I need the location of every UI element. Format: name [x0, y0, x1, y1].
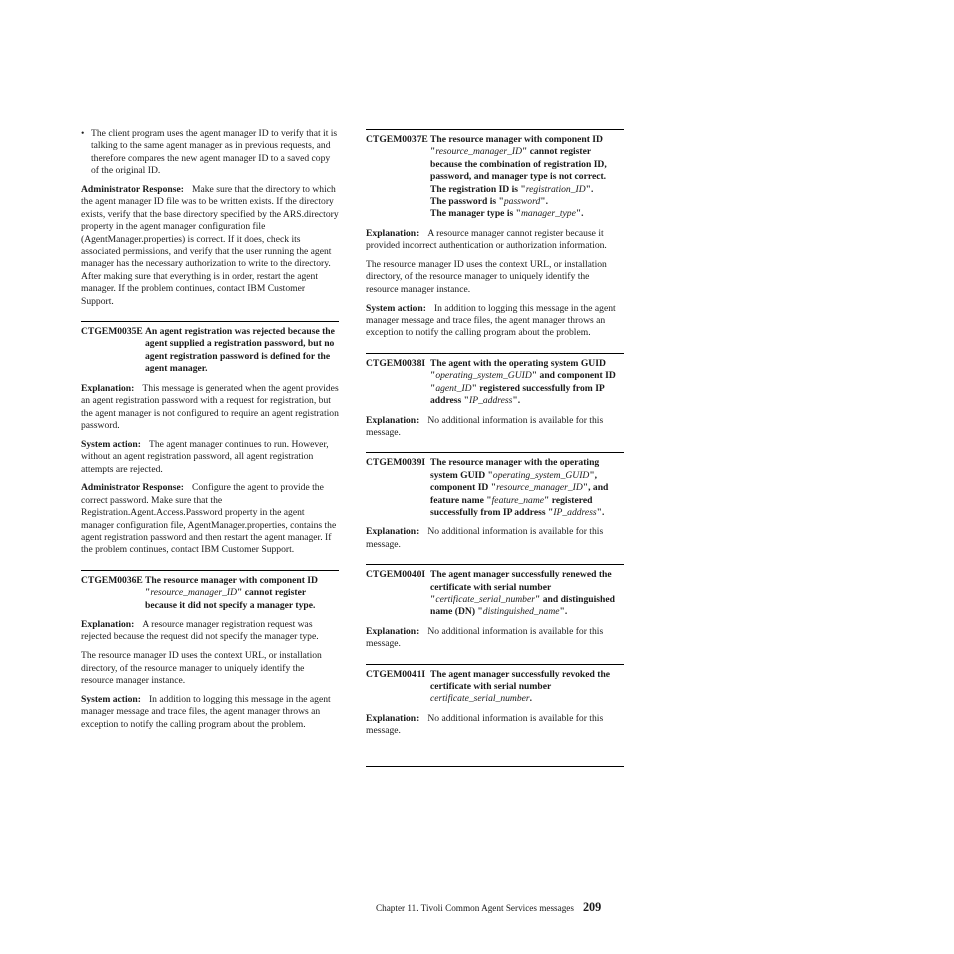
system-action-label: System action: — [81, 438, 141, 450]
bullet-text: The client program uses the agent manager ID to verify that it is talking to the same agent manager as in previous requests, and therefore compares the new agent manager ID to a saved copy of the original ID. — [91, 128, 338, 177]
system-action-text: The agent manager continues to run. However, without an agent registration password, all agent registration attempts are rejected. — [81, 438, 329, 475]
explanation-label: Explanation: — [81, 618, 135, 630]
explanation-paragraph — [81, 619, 339, 644]
system-action-label: System action: — [366, 302, 426, 314]
message-title: The agent manager successfully renewed the certificate with serial number "certificate_serial_number" and distinguished name (DN) "distinguished_name". — [430, 569, 615, 618]
page-footer — [376, 900, 626, 915]
explanation-label: Explanation: — [81, 382, 135, 394]
explanation-text: No additional information is available for this message. — [366, 414, 604, 438]
variable: password — [503, 196, 541, 208]
variable: IP_address — [553, 506, 597, 518]
explanation-text: No additional information is available for this message. — [366, 526, 604, 550]
bullet-item — [81, 128, 339, 178]
variable: certificate_serial_number — [430, 693, 530, 705]
system-action-paragraph — [81, 694, 339, 731]
variable: resource_manager_ID — [496, 482, 583, 494]
message-heading — [81, 326, 339, 376]
message-ctgem0040i — [366, 564, 624, 619]
explanation-paragraph — [366, 415, 624, 440]
system-action-label: System action: — [81, 693, 141, 705]
explanation-text: A resource manager cannot register because it provided incorrect authentication or authorization information. — [366, 227, 607, 252]
admin-response-paragraph — [81, 184, 339, 308]
explanation-text: A resource manager registration request was rejected because the request did not specify the manager type. — [81, 618, 319, 643]
page-number: 209 — [582, 900, 602, 914]
message-heading — [366, 569, 624, 619]
message-heading — [366, 358, 624, 408]
explanation-paragraph — [366, 526, 624, 551]
message-heading — [366, 669, 624, 706]
message-id: CTGEM0037E — [366, 134, 428, 145]
body-paragraph: The resource manager ID uses the context URL, or installation directory, of the resource manager to uniquely identify the resource manager instance. — [81, 650, 322, 686]
variable: operating_system_GUID — [435, 370, 532, 382]
message-id: CTGEM0039I — [366, 457, 426, 469]
variable: resource_manager_ID — [150, 587, 238, 599]
explanation-paragraph — [366, 713, 624, 738]
message-title: The resource manager with component ID "resource_manager_ID" cannot register because it did not specify a manager type. — [145, 574, 318, 611]
body-paragraph: The resource manager ID uses the context URL, or installation directory, of the resource manager to uniquely identify the resource manager instance. — [366, 259, 607, 295]
explanation-label: Explanation: — [366, 227, 420, 239]
variable: operating_system_GUID — [492, 469, 590, 481]
variable: certificate_serial_number — [435, 593, 535, 605]
explanation-label: Explanation: — [366, 625, 420, 637]
message-title: The resource manager with the operating system GUID "operating_system_GUID", component ID "resource_manager_ID", and feature name "feature_name" registered successfully from IP address "IP_address". — [430, 457, 609, 518]
message-ctgem0041i — [366, 664, 624, 706]
message-ctgem0037e — [366, 129, 624, 221]
explanation-label: Explanation: — [366, 526, 420, 538]
message-title: The agent with the operating system GUID "operating_system_GUID" and component ID "agent_ID" registered successfully from IP address "IP_address". — [430, 357, 616, 407]
admin-response-text: Make sure that the directory to which the agent manager ID file was to be written exists. If the directory exists, verify that the base directory specified by the ARS.directory property in the agent manager configuration file (AgentManager.properties) is correct. If it does, check its associated permissions, and verify that the user running the agent manager has the necessary authorization to write to the directory. After making sure that everything is in order, restart the agent manager. If the problem continues, contact IBM Customer Support. — [81, 184, 339, 307]
admin-response-label: Administrator Response: — [81, 184, 184, 196]
explanation-paragraph — [366, 228, 624, 253]
message-ctgem0035e — [81, 321, 339, 376]
explanation-paragraph — [81, 383, 339, 433]
variable: registration_ID — [525, 183, 586, 195]
variable: IP_address — [469, 395, 513, 407]
chapter-title: Chapter 11. Tivoli Common Agent Services messages — [376, 903, 574, 913]
system-action-paragraph — [81, 439, 339, 476]
explanation-text: No additional information is available for this message. — [366, 625, 604, 650]
explanation-paragraph — [366, 626, 624, 651]
explanation-text: No additional information is available for this message. — [366, 712, 604, 737]
message-id: CTGEM0035E — [81, 326, 143, 338]
admin-response-paragraph — [81, 482, 339, 556]
variable: resource_manager_ID — [435, 146, 523, 158]
message-id: CTGEM0038I — [366, 357, 426, 369]
variable: distinguished_name — [482, 606, 560, 618]
message-title: The resource manager with component ID "resource_manager_ID" cannot register because the combination of registration ID, password, and manager type is not correct. The registration ID is "registration_ID". The password is "password". The manager type is "manager_type". — [430, 134, 607, 220]
message-heading — [366, 134, 624, 221]
left-column — [81, 128, 339, 737]
explanation-label: Explanation: — [366, 712, 420, 724]
system-action-text: In addition to logging this message in the agent manager message and trace files, the agent manager throws an exception to notify the calling program about the problem. — [81, 693, 331, 730]
admin-response-label: Administrator Response: — [81, 482, 184, 494]
message-title: The agent manager successfully revoked the certificate with serial number certificate_serial_number. — [430, 668, 611, 705]
admin-response-text: Configure the agent to provide the correct password. Make sure that the Registration.Agent.Access.Password property in the agent manager configuration file, AgentManager.properties, contains the agent registration password and then restart the agent manager. If the problem continues, contact IBM Customer Support. — [81, 482, 337, 556]
bullet-icon: • — [81, 128, 85, 139]
message-id: CTGEM0036E — [81, 574, 143, 586]
section-end-rule — [366, 766, 624, 767]
message-heading — [366, 457, 624, 519]
variable: manager_type — [520, 208, 576, 220]
variable: feature_name — [491, 494, 545, 506]
variable: agent_ID — [435, 382, 472, 394]
message-ctgem0036e — [81, 570, 339, 612]
message-ctgem0038i — [366, 353, 624, 408]
explanation-label: Explanation: — [366, 414, 420, 426]
explanation-text: This message is generated when the agent provides an agent registration password with a request for registration, but the agent manager is not configured to require an agent registration password. — [81, 382, 339, 431]
right-column — [366, 129, 624, 767]
message-id: CTGEM0041I — [366, 668, 426, 680]
system-action-text: In addition to logging this message in the agent manager message and trace files, the agent manager throws an exception to notify the calling program about the problem. — [366, 302, 616, 339]
message-title: An agent registration was rejected because the agent supplied a registration password, but no agent registration password is defined for the agent manager. — [145, 326, 335, 375]
system-action-paragraph — [366, 303, 624, 340]
message-ctgem0039i — [366, 452, 624, 519]
message-heading — [81, 575, 339, 612]
message-id: CTGEM0040I — [366, 569, 426, 581]
